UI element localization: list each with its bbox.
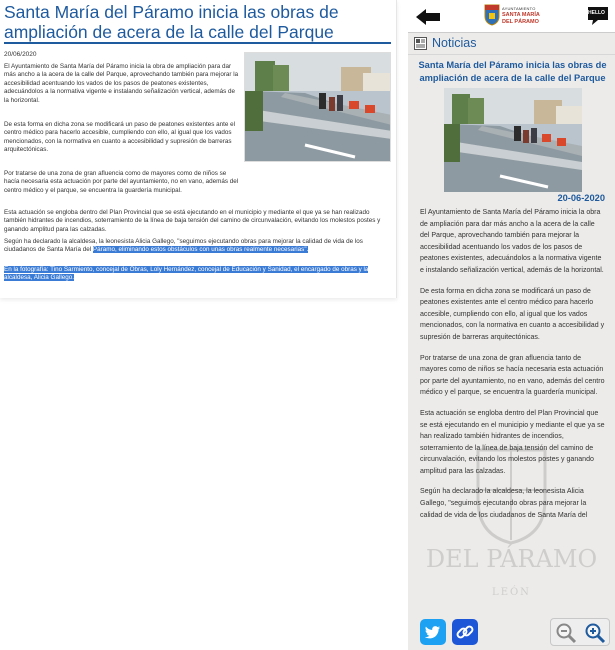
selected-caption-text[interactable]: En la fotografía: Tino Sarmiento, concejal de Obras, Loly Hernández, concejal de Educación y Sanidad, el encargado de obras y la alcaldesa, Alicia Gallego. [4, 266, 369, 282]
mobile-paragraph: El Ayuntamiento de Santa María del Páramo inicia la obra de ampliación para dar más ancho a la acera de la calle del Parque, aprovechando también para mejorar la accesibilidad acentuando los vados de los pasos de peatones existentes, adecuándolos a la normativa vigente e instalando señalización vertical, además de la horizontal. [420, 209, 604, 274]
article-paragraph-quote [4, 238, 392, 255]
logo-line-1: AYUNTAMIENTO [502, 6, 536, 11]
zoom-controls [550, 618, 610, 646]
mobile-article-title: Santa María del Páramo inicia las obras de ampliación de acera de la calle del Parque [418, 60, 607, 83]
mobile-paragraph: Por tratarse de una zona de gran afluencia tanto de mayores como de niños se hacía necesaria esta actuación por parte del ayuntamiento, no en vano, además del centro médico y el parque, se encuentra la guardería municipal. [420, 354, 605, 397]
watermark-text: DEL PÁRAMO [425, 545, 598, 573]
mobile-article-body[interactable] [420, 207, 606, 542]
link-icon [452, 619, 478, 645]
chat-bubble-label: HELLO [588, 10, 605, 16]
logo-line-3: DEL PÁRAMO [502, 19, 539, 25]
street-works-photo [245, 53, 391, 162]
app-top-bar [408, 0, 615, 33]
mobile-paragraph: Según ha declarado la alcaldesa, la leonesista Alicia Gallego, "seguimos ejecutando obras para mejorar la calidad de vida de los ciudadanos de Santa María del [420, 488, 588, 519]
newspaper-icon [414, 37, 427, 50]
zoom-in-icon[interactable] [584, 622, 606, 644]
copy-link-button[interactable] [452, 619, 478, 645]
photo-caption [4, 266, 392, 283]
mobile-paragraph: Esta actuación se engloba dentro del Plan Provincial que se está ejecutando en el municipio y mediante el que ya se han realizado también hidrantes de incendios, soterramiento de la línea de baja tensión del camino de circunvalación, evitando los molestos postes y ganando amplitud para las calzadas. [420, 409, 605, 475]
town-logo [480, 3, 550, 31]
article-paragraph: Por tratarse de una zona de gran afluencia como de mayores como de niños se hacía necesaria esta actuación por parte del ayuntamiento, no en vano, además del centro médico y el parque, se encuentra la guardería municipal. [4, 170, 239, 194]
mobile-article-photo [444, 88, 582, 192]
article-date: 20/06/2020 [4, 51, 37, 58]
selected-text[interactable]: Páramo, eliminando estos obstáculos con unas obras realmente necesarias". [92, 246, 309, 254]
watermark-subtext: LEÓN [492, 587, 531, 598]
town-shield-icon [484, 4, 500, 26]
article-paragraph: El Ayuntamiento de Santa María del Páramo inicia la obra de ampliación para dar más ancho a la acera de la calle del Parque, aprovechando también para mejorar la accesibilidad acentuando los vados de los pasos de peatones existentes, adecuándolos a la normativa vigente e instalando señalización vertical, además de la horizontal. [4, 63, 239, 104]
article-card [0, 0, 397, 298]
mobile-article-date: 20-06-2020 [557, 193, 605, 203]
section-header [408, 33, 615, 55]
zoom-out-icon[interactable] [555, 622, 577, 644]
logo-line-2: SANTA MARÍA [502, 12, 540, 18]
quote-text: Según ha declarado la alcaldesa, la leonesista Alicia Gallego, "seguimos ejecutando obras para mejorar la calidad de vida de los ciudadanos de Santa María del [4, 238, 363, 254]
back-arrow-icon[interactable] [416, 9, 440, 25]
twitter-share-button[interactable] [420, 619, 446, 645]
title-divider [4, 42, 391, 44]
article-title: Santa María del Páramo inicia las obras de ampliación de acera de la calle del Parque [4, 2, 339, 42]
chat-bubble-icon[interactable] [586, 5, 610, 27]
street-works-photo [444, 88, 582, 192]
section-title: Noticias [432, 36, 477, 50]
mobile-app-view [408, 0, 615, 650]
article-paragraph: De esta forma en dicha zona se modificará un paso de peatones existentes ante el centro médico para hacerlo accesible, cumpliendo con ello, al igual que los vados mencionados, con la normativa en cuanto a accesibilidad y supresión de barreras arquitectónicas. [4, 121, 236, 154]
article-photo [244, 52, 391, 162]
article-paragraph: Esta actuación se engloba dentro del Plan Provincial que se está ejecutando en el municipio y mediante el que ya se han realizado también hidrantes de incendios, soterramiento de la línea de baja tensión del camino de circunvalación, evitando los molestos postes y ganando amplitud para las calzadas. [4, 209, 381, 233]
mobile-paragraph: De esta forma en dicha zona se modificará un paso de peatones existentes ante el centro médico para hacerlo accesible, cumpliendo con ello, al igual que los vados mencionados, con la normativa en cuanto a accesibilidad y supresión de barreras arquitectónicas. [420, 287, 605, 341]
twitter-icon [420, 619, 446, 645]
